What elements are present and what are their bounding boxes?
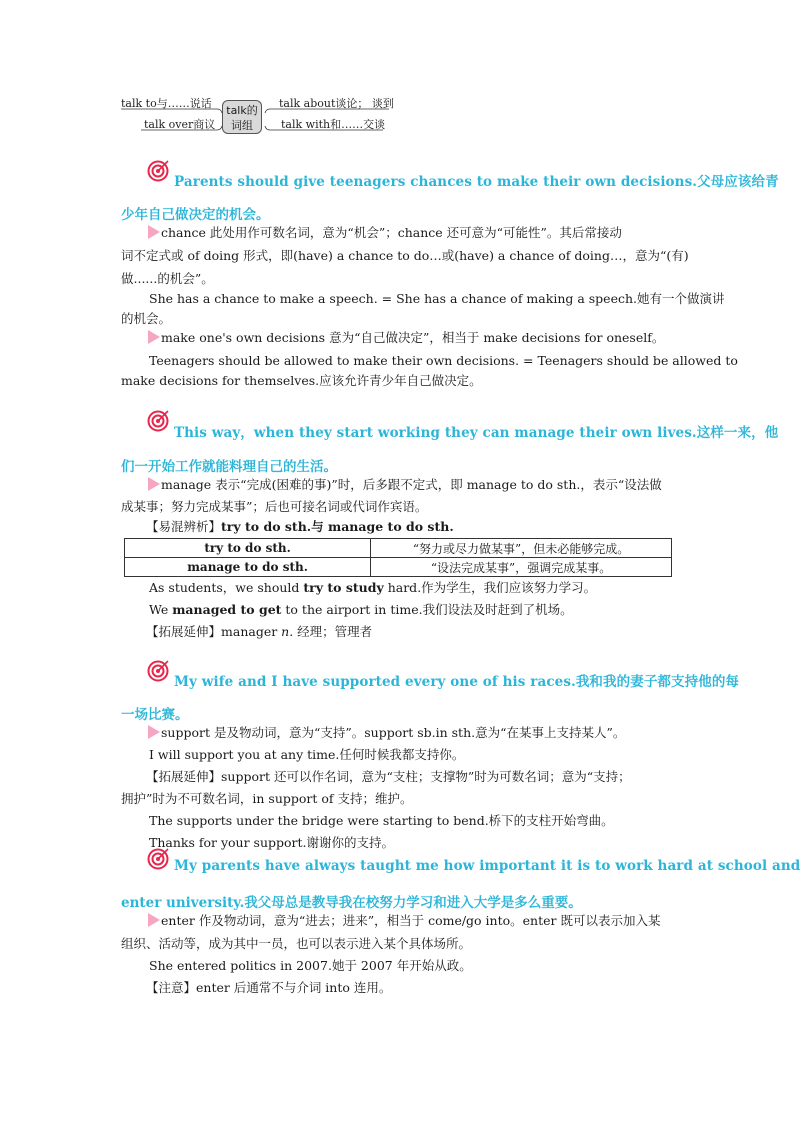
s2-extension: 【拓展延伸】manager n. 经理；管理者 — [146, 624, 373, 639]
s1-ex2-l2: make decisions for themselves.应该允许青少年自己做决定。 — [121, 373, 482, 388]
pointer-icon — [148, 330, 160, 344]
s1-ex1-l2: 的机会。 — [121, 311, 172, 326]
mindmap-left-bottom: talk over商议 — [144, 118, 216, 131]
section4-heading-line2: enter university.我父母总是教导我在校努力学习和进入大学是多么重要。 — [121, 895, 582, 911]
table-cell-meaning: “设法完成某事”，强调完成某事。 — [371, 558, 672, 577]
s4-p1-l1: enter 作及物动词，意为“进去；进来”，相当于 come/go into。enter 既可以表示加入某 — [148, 910, 708, 932]
section4-heading-line1: My parents have always taught me how important it is to work hard at school and — [174, 858, 800, 874]
s4-note: 【注意】enter 后通常不与介词 into 连用。 — [146, 980, 392, 995]
s3-p1: support 是及物动词，意为“支持”。support sb.in sth.意为“在某事上支持某人”。 — [148, 722, 708, 744]
s3-ex1: I will support you at any time.任何时候我都支持你。 — [149, 747, 465, 762]
section1-heading-line2: 少年自己做决定的机会。 — [121, 207, 270, 223]
target-icon — [147, 410, 169, 432]
table-cell-meaning: “努力或尽力做某事”，但未必能够完成。 — [371, 539, 672, 558]
s1-p1-l3: 做......的机会”。 — [121, 271, 214, 286]
s2-p1-l1: manage 表示“完成(困难的事)”时，后多跟不定式，即 manage to do sth.，表示“设法做 — [148, 474, 708, 496]
section2-heading-line1: This way，when they start working they can manage their own lives.这样一来，他 — [174, 425, 779, 441]
pointer-icon — [148, 725, 160, 739]
comparison-table — [124, 538, 672, 577]
table-row — [125, 539, 672, 558]
pointer-icon — [148, 225, 160, 239]
section2-heading-line2: 们一开始工作就能料理自己的生活。 — [121, 459, 337, 475]
target-icon — [147, 660, 169, 682]
section3-heading-line2: 一场比赛。 — [121, 707, 189, 723]
s2-p1-l2: 成某事；努力完成某事”；后也可接名词或代词作宾语。 — [121, 499, 428, 514]
mindmap-center-line1: talk的 — [226, 104, 258, 117]
s1-p1-l2: 词不定式或 of doing 形式，即(have) a chance to do…或(have) a chance of doing…，意为“(有) — [121, 248, 689, 263]
s3-ex3: Thanks for your support.谢谢你的支持。 — [149, 835, 395, 850]
s1-p1-l1: chance 此处用作可数名词，意为“机会”；chance 还可意为“可能性”。其后常接动 — [148, 222, 708, 244]
s4-ex1: She entered politics in 2007.她于 2007 年开始从政。 — [149, 958, 472, 973]
mindmap-connectors — [121, 95, 391, 135]
table-cell-term: try to do sth. — [125, 539, 371, 558]
s2-ex1: As students，we should try to study hard.作为学生，我们应该努力学习。 — [149, 580, 597, 595]
target-icon — [147, 848, 169, 870]
s3-ext-l2: 拥护”时为不可数名词，in support of 支持；维护。 — [121, 791, 413, 806]
s1-ex1-l1: She has a chance to make a speech. = She has a chance of making a speech.她有一个做演讲 — [149, 291, 725, 306]
s1-p2: make one's own decisions 意为“自己做决定”，相当于 make decisions for oneself。 — [148, 327, 708, 349]
s1-ex2-l1: Teenagers should be allowed to make their own decisions. = Teenagers should be allowed to — [149, 353, 738, 368]
mindmap-left-top: talk to与……说话 — [121, 97, 212, 110]
mindmap-right-top: talk about谈论； 谈到 — [279, 97, 394, 110]
section1-heading-line1: Parents should give teenagers chances to make their own decisions.父母应该给青 — [174, 174, 779, 190]
pointer-icon — [148, 477, 160, 491]
mindmap-right-bottom: talk with和……交谈 — [281, 118, 386, 131]
section3-heading-line1: My wife and I have supported every one of his races.我和我的妻子都支持他的每 — [174, 674, 740, 690]
s3-ext-l1: 【拓展延伸】support 还可以作名词，意为“支柱；支撑物”时为可数名词；意为“支持； — [146, 769, 631, 784]
pointer-icon — [148, 913, 160, 927]
s3-ex2: The supports under the bridge were starting to bend.桥下的支柱开始弯曲。 — [149, 813, 614, 828]
mindmap-center-line2: 词组 — [231, 119, 253, 132]
target-icon — [147, 160, 169, 182]
s4-p1-l2: 组织、活动等，成为其中一员，也可以表示进入某个具体场所。 — [121, 936, 472, 951]
table-row — [125, 558, 672, 577]
s2-ex2: We managed to get to the airport in time.我们设法及时赶到了机场。 — [149, 602, 573, 617]
table-cell-term: manage to do sth. — [125, 558, 371, 577]
s2-confuse: 【易混辨析】try to do sth.与 manage to do sth. — [146, 519, 454, 534]
